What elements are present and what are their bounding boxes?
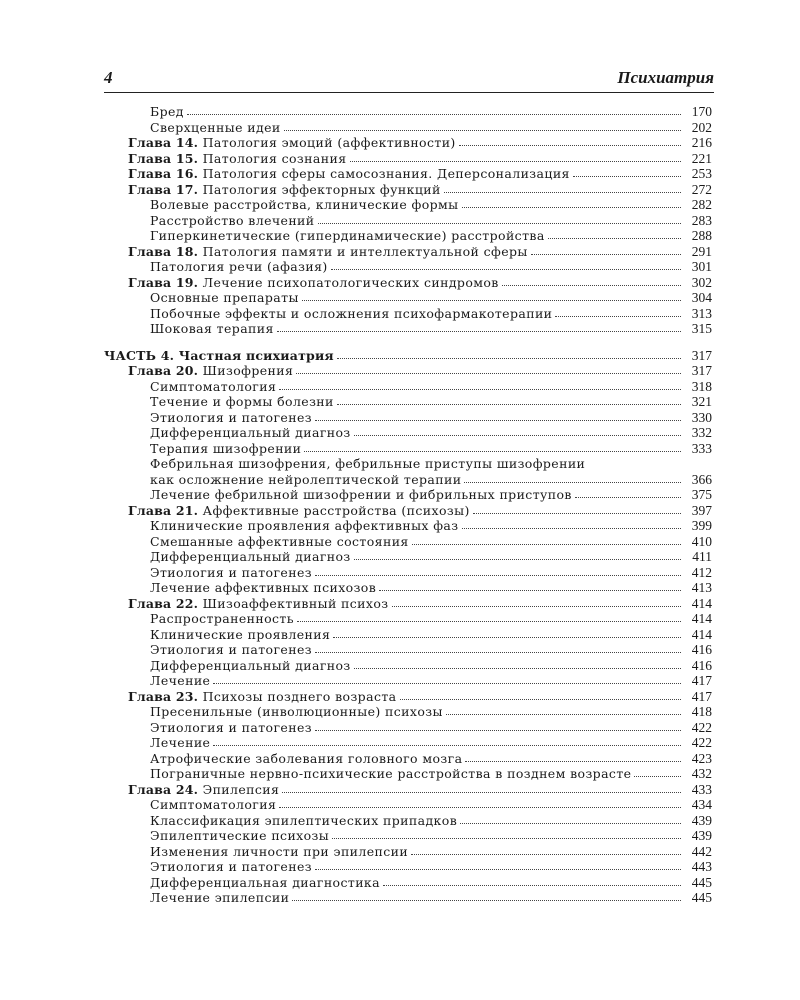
toc-entry-number: Глава 17. <box>128 181 199 197</box>
dot-leader <box>473 511 681 514</box>
toc-entry-title <box>128 275 499 291</box>
dot-leader <box>548 236 681 239</box>
toc-section-entry <box>104 410 712 426</box>
toc-entry-title <box>150 565 312 581</box>
toc-page-number: 317 <box>691 363 712 378</box>
dot-leader <box>315 650 681 653</box>
toc-entry-title <box>128 166 570 182</box>
toc-entry-label: Пограничные нервно-психические расстройства в позднем возрасте <box>150 766 632 781</box>
dot-leader <box>337 402 681 405</box>
toc-entry-title <box>150 456 585 472</box>
toc-page-number: 417 <box>691 673 712 688</box>
toc-section-entry <box>104 228 712 244</box>
toc-section-entry <box>104 658 712 674</box>
toc-entry-title <box>150 259 328 275</box>
toc-entry-number: Глава 18. <box>128 243 199 259</box>
dot-leader <box>573 174 681 177</box>
toc-entry-label: Лечение аффективных психозов <box>150 580 377 595</box>
dot-leader <box>502 283 681 286</box>
toc-chapter-entry <box>104 166 712 182</box>
toc-entry-label: Основные препараты <box>150 290 299 305</box>
toc-section-entry <box>104 259 712 275</box>
dot-leader <box>465 759 681 762</box>
toc-entry-label: Патология сознания <box>202 150 347 166</box>
toc-section-entry <box>104 487 712 503</box>
toc-section-entry <box>104 290 712 306</box>
dot-leader <box>383 883 681 886</box>
toc-entry-title <box>128 782 279 798</box>
toc-entry-label: Фебрильная шизофрения, фебрильные приступы шизофрении <box>150 456 586 471</box>
toc-chapter-entry <box>104 244 712 260</box>
dot-leader <box>279 387 681 390</box>
toc-page-number: 317 <box>691 347 712 363</box>
toc-entry-title <box>150 751 462 767</box>
toc-page-number: 414 <box>691 626 712 642</box>
toc-page-number: 416 <box>691 642 712 657</box>
toc-section-entry <box>104 875 712 891</box>
toc-entry-title <box>128 503 470 519</box>
toc-page-number: 313 <box>691 305 712 321</box>
toc-page-number: 288 <box>691 228 712 243</box>
toc-page-number: 414 <box>691 611 712 626</box>
dot-leader <box>315 573 681 576</box>
dot-leader <box>296 371 681 374</box>
toc-page-number: 170 <box>691 104 712 119</box>
toc-entry-label: Патология речи (афазия) <box>150 259 328 274</box>
toc-page-number: 422 <box>691 735 712 750</box>
toc-entry-label: как осложнение нейролептической терапии <box>150 471 462 487</box>
toc-page-number: 253 <box>691 166 712 181</box>
toc-section-entry <box>104 321 712 337</box>
toc-section-entry <box>104 472 712 488</box>
toc-page-number: 442 <box>691 843 712 859</box>
toc-entry-title <box>150 735 210 751</box>
running-header <box>104 68 714 93</box>
toc-entry-number: Глава 19. <box>128 274 199 290</box>
dot-leader <box>459 143 681 146</box>
toc-entry-label: Дифференциальный диагноз <box>150 549 351 564</box>
toc-page-number: 423 <box>691 750 712 766</box>
toc-section-entry <box>104 797 712 813</box>
toc-entry-title <box>150 104 184 120</box>
toc-entry-title <box>150 197 459 213</box>
toc-section-entry <box>104 441 712 457</box>
toc-entry-label: Гиперкинетические (гипердинамические) расстройства <box>150 228 545 243</box>
toc-section-entry <box>104 611 712 627</box>
toc-page-number: 321 <box>691 394 712 409</box>
dot-leader <box>460 821 681 824</box>
dot-leader <box>411 852 681 855</box>
toc-section-entry <box>104 425 712 441</box>
toc-page-number: 443 <box>691 859 712 874</box>
toc-entry-title <box>150 813 457 829</box>
toc-entry-title <box>150 441 301 457</box>
dot-leader <box>412 542 681 545</box>
toc-section-entry <box>104 859 712 875</box>
toc-entry-label: Лечение эпилепсии <box>150 890 290 905</box>
dot-leader <box>588 465 681 467</box>
toc-entry-label: Патология памяти и интеллектуальной сферы <box>202 243 528 259</box>
toc-page-number: 291 <box>691 243 712 259</box>
toc-entry-label: Патология сферы самосознания. Деперсонализация <box>202 166 570 181</box>
toc-entry-title <box>150 534 409 550</box>
toc-chapter-entry <box>104 503 712 519</box>
toc-entry-title <box>128 363 293 379</box>
dot-leader <box>462 205 682 208</box>
toc-chapter-entry <box>104 596 712 612</box>
toc-entry-label: Дифференциальный диагноз <box>150 657 351 673</box>
toc-section-entry <box>104 565 712 581</box>
dot-leader <box>318 221 681 224</box>
toc-entry-title <box>150 410 312 426</box>
toc-entry-number: ЧАСТЬ 4. Частная психиатрия <box>104 347 334 363</box>
toc-entry-title <box>150 627 330 643</box>
toc-entry-label: Этиология и патогенез <box>150 409 312 425</box>
toc-section-entry <box>104 379 712 395</box>
toc-entry-title <box>150 321 274 337</box>
dot-leader <box>464 480 681 483</box>
toc-page-number: 422 <box>691 719 712 735</box>
toc-section-entry <box>104 549 712 565</box>
toc-section-entry <box>104 306 712 322</box>
toc-entry-label: Шизоаффективный психоз <box>202 595 389 611</box>
toc-entry-label: Классификация эпилептических припадков <box>150 812 458 828</box>
toc-entry-label: Эпилептические психозы <box>150 828 330 843</box>
toc-entry-label: Эпилепсия <box>202 781 280 797</box>
page-number: 4 <box>104 68 113 87</box>
toc-entry-title <box>128 596 389 612</box>
toc-entry-title <box>150 379 276 395</box>
toc-page-number: 366 <box>691 471 712 487</box>
dot-leader <box>333 635 681 638</box>
dot-leader <box>575 495 681 498</box>
toc-entry-label: Лечение <box>150 735 211 750</box>
toc-section-entry <box>104 844 712 860</box>
toc-entry-title <box>150 425 351 441</box>
toc-entry-title <box>150 213 315 229</box>
toc-section-entry <box>104 673 712 689</box>
dot-leader <box>634 774 681 777</box>
toc-page-number: 318 <box>691 378 712 394</box>
dot-leader <box>213 743 681 746</box>
dot-leader <box>337 356 681 359</box>
dot-leader <box>304 449 681 452</box>
toc-page-number: 221 <box>691 150 712 166</box>
toc-chapter-entry <box>104 182 712 198</box>
dot-leader <box>350 159 682 162</box>
toc-entry-title <box>128 182 441 198</box>
toc-entry-title <box>150 844 408 860</box>
toc-entry-number: Глава 15. <box>128 150 199 166</box>
toc-entry-label: Побочные эффекты и осложнения психофармакотерапии <box>150 305 553 321</box>
toc-entry-label: Шизофрения <box>202 363 294 378</box>
toc-page-number: 315 <box>691 321 712 336</box>
toc-page-number: 439 <box>691 828 712 843</box>
toc-entry-title <box>150 394 334 410</box>
toc-entry-label: Симптоматология <box>150 378 277 394</box>
toc-entry-title <box>150 487 572 503</box>
toc-page-number: 432 <box>691 766 712 781</box>
toc-entry-number: Глава 21. <box>128 502 199 518</box>
toc-entry-label: Клинические проявления аффективных фаз <box>150 518 459 533</box>
toc-section-entry <box>104 828 712 844</box>
toc-page-number: 397 <box>691 502 712 518</box>
toc-entry-title <box>150 642 312 658</box>
toc-page-number: 272 <box>691 181 712 197</box>
toc-entry-title <box>150 228 545 244</box>
toc-page-number: 399 <box>691 518 712 533</box>
dot-leader <box>315 418 681 421</box>
toc-page-number: 413 <box>691 580 712 595</box>
dot-leader <box>354 557 681 560</box>
toc-page-number: 301 <box>691 259 712 274</box>
toc-page-number: 417 <box>691 688 712 704</box>
toc-entry-title <box>150 673 210 689</box>
toc-page-number: 433 <box>691 781 712 797</box>
toc-section-entry <box>104 642 712 658</box>
toc-entry-title <box>150 472 461 488</box>
toc-section-entry <box>104 751 712 767</box>
toc-entry-label: Пресенильные (инволюционные) психозы <box>150 704 443 719</box>
dot-leader <box>555 314 681 317</box>
toc-page-number: 302 <box>691 274 712 290</box>
toc-entry-label: Дифференциальный диагноз <box>150 425 351 440</box>
toc-page-number: 330 <box>691 409 712 425</box>
toc-page-number: 202 <box>691 119 712 135</box>
toc-entry-label: Этиология и патогенез <box>150 564 312 580</box>
toc-section-entry <box>104 456 712 472</box>
toc-entry-title <box>150 549 351 565</box>
toc-chapter-entry <box>104 689 712 705</box>
toc-entry-label: Клинические проявления <box>150 626 331 642</box>
toc-entry-label: Сверхценные идеи <box>150 119 281 135</box>
toc-chapter-entry <box>104 275 712 291</box>
dot-leader <box>392 604 681 607</box>
toc-entry-label: Лечение психопатологических синдромов <box>202 274 499 290</box>
toc-entry-label: Атрофические заболевания головного мозга <box>150 750 463 766</box>
dot-leader <box>315 867 681 870</box>
toc-section-entry <box>104 735 712 751</box>
toc-entry-label: Лечение фебрильной шизофрении и фибрильных приступов <box>150 487 572 502</box>
toc-entry-title <box>150 797 276 813</box>
toc-entry-title <box>104 348 334 364</box>
dot-leader <box>302 298 681 301</box>
toc-entry-title <box>128 244 528 260</box>
toc-page-number: 445 <box>691 874 712 890</box>
toc-entry-number: Глава 16. <box>128 166 199 181</box>
toc-entry-number: Глава 23. <box>128 688 199 704</box>
toc-part-entry <box>104 348 712 364</box>
toc-entry-title <box>128 689 397 705</box>
toc-entry-label: Психозы позднего возраста <box>202 688 397 704</box>
toc-section-entry <box>104 518 712 534</box>
toc-entry-title <box>150 611 294 627</box>
toc-entry-title <box>128 151 347 167</box>
dot-leader <box>187 112 681 115</box>
dot-leader <box>315 728 681 731</box>
toc-section-entry <box>104 394 712 410</box>
toc-chapter-entry <box>104 151 712 167</box>
dot-leader <box>213 681 681 684</box>
toc-entry-title <box>150 875 380 891</box>
dot-leader <box>277 329 681 332</box>
toc-entry-label: Бред <box>150 104 184 119</box>
toc-entry-label: Этиология и патогенез <box>150 719 312 735</box>
dot-leader <box>284 128 681 131</box>
toc-section-entry <box>104 197 712 213</box>
toc-page-number: 416 <box>691 657 712 673</box>
dot-leader <box>400 697 681 700</box>
toc-entry-title <box>150 890 289 906</box>
toc-entry-title <box>150 658 351 674</box>
toc-entry-label: Изменения личности при эпилепсии <box>150 843 409 859</box>
toc-section-entry <box>104 813 712 829</box>
toc-section-entry <box>104 120 712 136</box>
toc-section-entry <box>104 213 712 229</box>
toc-page-number: 304 <box>691 290 712 305</box>
toc-chapter-entry <box>104 782 712 798</box>
toc-page-number: 333 <box>691 440 712 456</box>
toc-entry-label: Этиология и патогенез <box>150 859 312 874</box>
toc-entry-title <box>128 135 456 151</box>
toc-entry-label: Смешанные аффективные состояния <box>150 533 409 549</box>
toc-entry-number: Глава 14. <box>128 135 199 150</box>
toc-entry-label: Лечение <box>150 673 211 688</box>
toc-chapter-entry <box>104 363 712 379</box>
toc-chapter-entry <box>104 135 712 151</box>
toc-entry-label: Течение и формы болезни <box>150 394 334 409</box>
dot-leader <box>462 526 682 529</box>
toc-section-entry <box>104 580 712 596</box>
toc-page-number: 445 <box>691 890 712 905</box>
toc-page-number: 375 <box>691 487 712 502</box>
dot-leader <box>282 790 681 793</box>
dot-leader <box>279 805 681 808</box>
toc-section-entry <box>104 104 712 120</box>
toc-entry-number: Глава 24. <box>128 781 199 797</box>
toc-section-entry <box>104 627 712 643</box>
toc-section-entry <box>104 766 712 782</box>
toc-entry-label: Симптоматология <box>150 797 277 812</box>
toc-page-number: 282 <box>691 197 712 212</box>
toc-entry-title <box>150 580 376 596</box>
toc-entry-title <box>150 290 299 306</box>
toc-page-number: 414 <box>691 595 712 611</box>
dot-leader <box>292 898 681 901</box>
toc-entry-title <box>150 120 281 136</box>
dot-leader <box>379 588 681 591</box>
toc-page-number: 216 <box>691 135 712 150</box>
toc-entry-label: Этиология и патогенез <box>150 642 312 657</box>
running-title: Психиатрия <box>617 68 714 87</box>
toc-section-entry <box>104 704 712 720</box>
toc-entry-label: Распространенность <box>150 611 294 626</box>
toc-page-number: 283 <box>691 212 712 228</box>
toc-entry-title <box>150 766 631 782</box>
toc-entry-label: Шоковая терапия <box>150 321 274 336</box>
toc-section-entry <box>104 534 712 550</box>
dot-leader <box>354 666 681 669</box>
toc-entry-label: Расстройство влечений <box>150 212 315 228</box>
toc-entry-label: Терапия шизофрении <box>150 440 302 456</box>
dot-leader <box>531 252 681 255</box>
toc-section-entry <box>104 720 712 736</box>
dot-leader <box>331 267 681 270</box>
table-of-contents <box>104 104 712 906</box>
toc-entry-number: Глава 20. <box>128 363 199 378</box>
toc-section-entry <box>104 890 712 906</box>
toc-entry-title <box>150 859 312 875</box>
toc-entry-number: Глава 22. <box>128 595 199 611</box>
toc-entry-title <box>150 306 552 322</box>
toc-entry-label: Волевые расстройства, клинические формы <box>150 197 459 212</box>
toc-entry-label: Дифференциальная диагностика <box>150 874 380 890</box>
toc-entry-label: Аффективные расстройства (психозы) <box>202 502 470 518</box>
dot-leader <box>297 619 681 622</box>
toc-page-number: 411 <box>692 549 712 564</box>
toc-page-number: 332 <box>691 425 712 440</box>
toc-page-number: 410 <box>691 533 712 549</box>
toc-entry-label: Патология эффекторных функций <box>202 181 441 197</box>
dot-leader <box>444 190 681 193</box>
toc-page-number: 418 <box>691 704 712 719</box>
dot-leader <box>446 712 681 715</box>
toc-page-number: 434 <box>691 797 712 812</box>
dot-leader <box>332 836 681 839</box>
dot-leader <box>354 433 681 436</box>
toc-entry-title <box>150 704 443 720</box>
toc-entry-label: Патология эмоций (аффективности) <box>202 135 456 150</box>
toc-entry-title <box>150 828 329 844</box>
toc-page-number: 412 <box>691 564 712 580</box>
toc-entry-title <box>150 720 312 736</box>
toc-page-number: 439 <box>691 812 712 828</box>
toc-entry-title <box>150 518 459 534</box>
